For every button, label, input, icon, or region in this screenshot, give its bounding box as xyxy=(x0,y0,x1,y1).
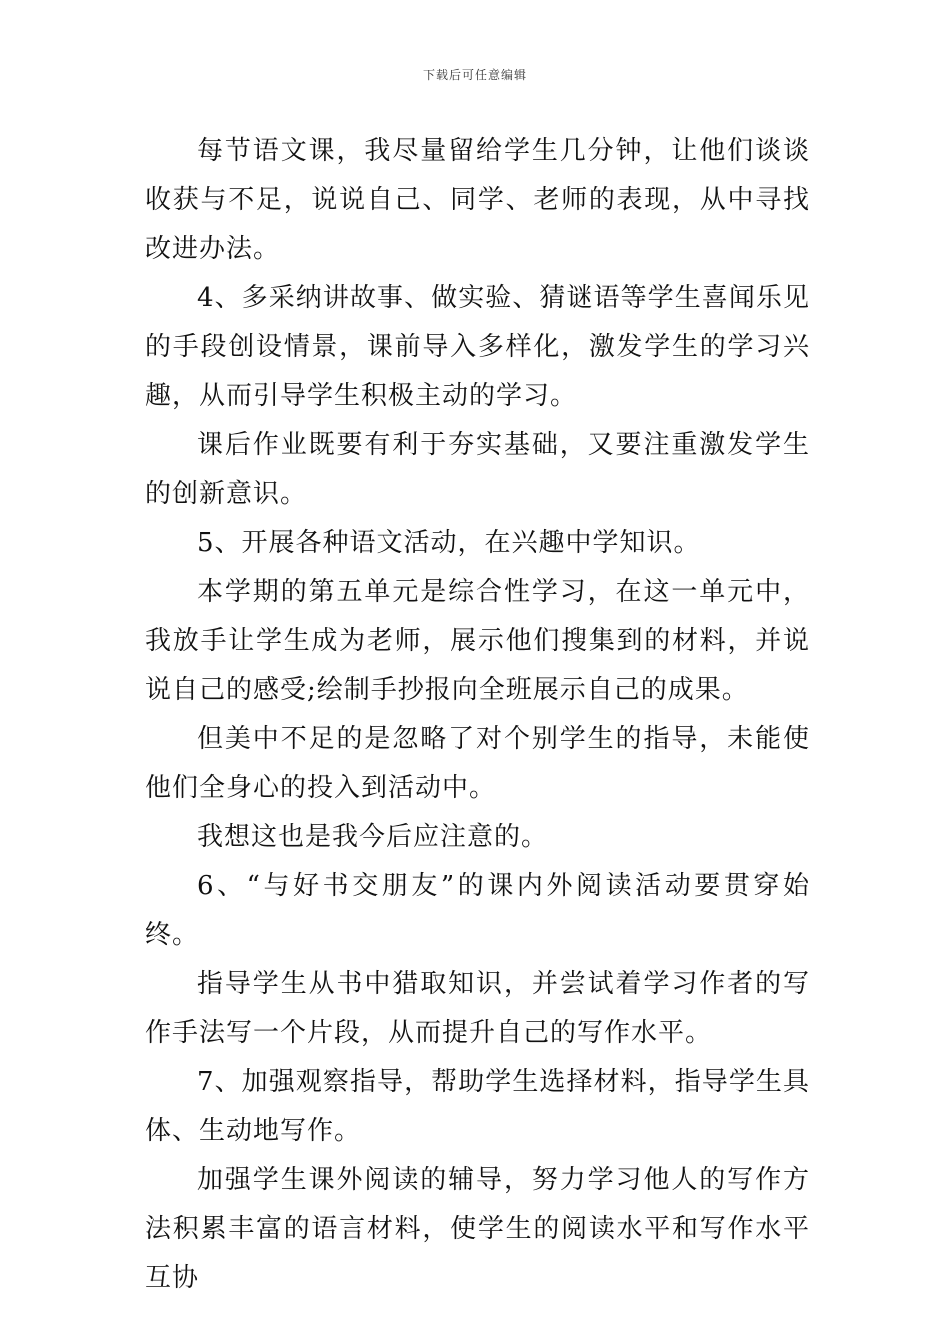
paragraph: 我想这也是我今后应注意的。 xyxy=(197,822,549,852)
paragraph: 7、加强观察指导，帮助学生选择材料，指导学生具体、生动地写作。 xyxy=(145,1067,810,1146)
paragraph: 每节语文课，我尽量留给学生几分钟，让他们谈谈收获与不足，说说自己、同学、老师的表现，从中寻找改进办法。 xyxy=(145,136,810,264)
paragraph: 课后作业既要有利于夯实基础，又要注重激发学生的创新意识。 xyxy=(145,430,810,509)
paragraph: 加强学生课外阅读的辅导，努力学习他人的写作方法积累丰富的语言材料，使学生的阅读水平和写作水平互协 xyxy=(145,1165,810,1293)
paragraph: 本学期的第五单元是综合性学习，在这一单元中，我放手让学生成为老师，展示他们搜集到的材料，并说说自己的感受;绘制手抄报向全班展示自己的成果。 xyxy=(145,577,810,705)
paragraph: 但美中不足的是忽略了对个别学生的指导，未能使他们全身心的投入到活动中。 xyxy=(145,724,810,803)
paragraph: 4、多采纳讲故事、做实验、猜谜语等学生喜闻乐见的手段创设情景，课前导入多样化，激发学生的学习兴趣，从而引导学生积极主动的学习。 xyxy=(145,283,810,411)
paragraph: 5、开展各种语文活动，在兴趣中学知识。 xyxy=(197,528,701,558)
paragraph: 6、“与好书交朋友”的课内外阅读活动要贯穿始终。 xyxy=(145,871,810,950)
paragraph: 指导学生从书中猎取知识，并尝试着学习作者的写作手法写一个片段，从而提升自己的写作水平。 xyxy=(145,969,810,1048)
document-body xyxy=(145,127,810,1303)
page-header-note: 下载后可任意编辑 xyxy=(422,68,527,82)
